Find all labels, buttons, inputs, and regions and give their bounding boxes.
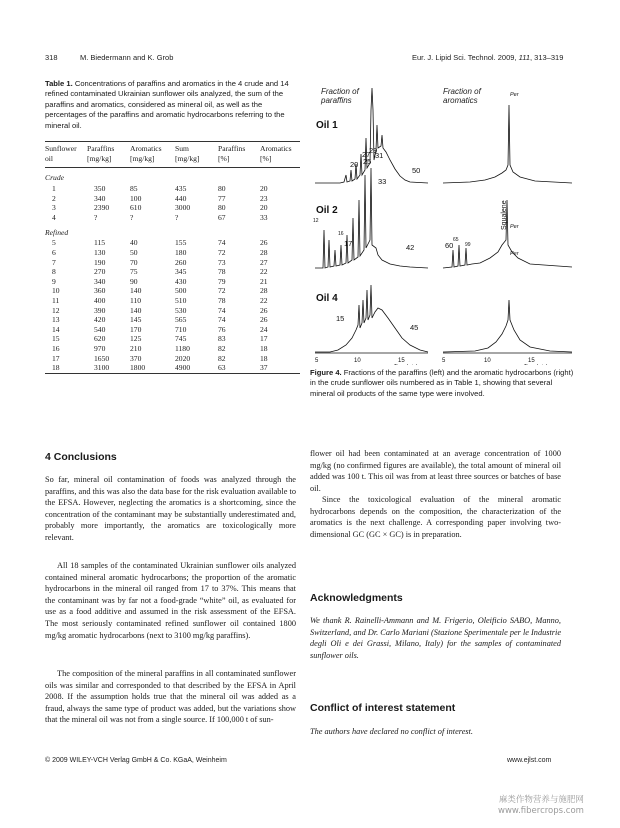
- group-label: Crude: [45, 173, 64, 183]
- left-panel-title-1: Fraction of: [321, 87, 359, 96]
- table-cell: 360: [94, 286, 106, 296]
- table-cell: 74: [218, 238, 226, 248]
- column-header-line-1: Aromatics: [260, 144, 292, 153]
- column-header-line-2: [%]: [218, 154, 230, 163]
- table-cell: 12: [52, 305, 60, 315]
- peak-label: 45: [410, 323, 419, 332]
- journal-volume: 111: [518, 53, 530, 62]
- per-label: Per: [510, 224, 519, 230]
- table-cell: 28: [260, 286, 268, 296]
- table-cell: 345: [175, 267, 187, 277]
- figure-caption-text: Fractions of the paraffins (left) and the aromatic hydrocarbons (right) in the crude sunflower oils numbered as in Table 1, showing that several mineral oil products of the same type were involved.: [310, 368, 574, 398]
- table-cell: 82: [218, 343, 226, 353]
- table-cell: 78: [218, 267, 226, 277]
- table-row: [45, 315, 300, 325]
- figure-caption: [310, 368, 576, 399]
- table-cell: 72: [218, 286, 226, 296]
- journal-citation: [412, 53, 563, 62]
- left-panel-title-2: paraffins: [321, 96, 352, 105]
- column-header-line-2: [mg/kg]: [175, 154, 200, 163]
- peak-label: 25: [363, 157, 372, 166]
- table-cell: 26: [260, 315, 268, 325]
- peak-label: 15: [336, 314, 345, 323]
- table-header: [45, 142, 300, 168]
- table-cell: 1800: [130, 363, 146, 373]
- column-header: [87, 142, 130, 168]
- journal-name: Eur. J. Lipid Sci. Technol. 2009,: [412, 53, 519, 62]
- table-cell: 40: [130, 238, 138, 248]
- table-cell: 10: [52, 286, 60, 296]
- column-header-line-1: Paraffins: [218, 144, 246, 153]
- table-cell: 83: [218, 334, 226, 344]
- tick-label: 10: [354, 358, 361, 364]
- table-cell: 100: [130, 193, 142, 203]
- table-cell: 37: [260, 363, 268, 373]
- table-cell: 20: [260, 203, 268, 213]
- table-cell: 435: [175, 184, 187, 193]
- table-cell: 540: [94, 324, 106, 334]
- table-cell: 80: [218, 203, 226, 213]
- table-cell: 7: [52, 257, 56, 267]
- table-cell: 16: [52, 343, 60, 353]
- table-caption: [45, 79, 300, 131]
- table-cell: 180: [175, 247, 187, 257]
- table-cell: ?: [94, 212, 98, 222]
- peak-label: 42: [406, 243, 415, 252]
- table-cell: 140: [130, 305, 142, 315]
- table-cell: 970: [94, 343, 106, 353]
- table-cell: 18: [52, 363, 60, 373]
- data-table: [45, 141, 300, 374]
- tick-label: 15: [398, 358, 405, 364]
- table-cell: 210: [130, 343, 142, 353]
- watermark-line-2: www.fibercrops.com: [498, 806, 584, 816]
- running-authors: M. Biedermann and K. Grob: [80, 53, 174, 62]
- column-header: [260, 142, 300, 168]
- peak-label: 17: [344, 239, 353, 248]
- tick-label: 5: [442, 358, 446, 364]
- table-cell: ?: [175, 212, 179, 222]
- table-cell: 21: [260, 276, 268, 286]
- group-label: Refined: [45, 227, 69, 237]
- table-row: [45, 334, 300, 344]
- table-cell: 170: [130, 324, 142, 334]
- table-cell: 82: [218, 353, 226, 363]
- per-label: Per: [510, 251, 519, 257]
- table-cell: 270: [94, 267, 106, 277]
- table-cell: 125: [130, 334, 142, 344]
- table-cell: 18: [260, 343, 268, 353]
- tick-label: 10: [484, 358, 491, 364]
- table-cell: 76: [218, 324, 226, 334]
- table-cell: 79: [218, 276, 226, 286]
- table-cell: 1180: [175, 343, 190, 353]
- oil2-label: Oil 2: [316, 205, 338, 216]
- table-row: [45, 238, 300, 248]
- table-cell: 50: [130, 247, 138, 257]
- table-cell: 17: [260, 334, 268, 344]
- table-cell: 745: [175, 334, 187, 344]
- table-cell: 430: [175, 276, 187, 286]
- table-cell: 610: [130, 203, 142, 213]
- tick-label: 15: [528, 358, 535, 364]
- table-cell: 2390: [94, 203, 110, 213]
- column-header-line-1: Aromatics: [130, 144, 162, 153]
- peak-label: 60: [445, 241, 454, 250]
- peak-label: 31: [375, 151, 384, 160]
- table-cell: 110: [130, 295, 142, 305]
- journal-pages: , 313–319: [530, 53, 564, 62]
- journal-url[interactable]: www.ejlst.com: [507, 757, 552, 764]
- column-header-line-1: Sunflower: [45, 144, 77, 153]
- table-caption-text: Concentrations of paraffins and aromatics in the 4 crude and 14 refined contaminated Ukrainian sunflower oils analyzed, the sum of the paraffins and aromatics, considered as mineral oil, as well as the percentages of the paraffins and aromatic hydrocarbons referring to the mineral oil.: [45, 79, 289, 130]
- table-cell: 1: [52, 184, 56, 193]
- table-cell: 63: [218, 363, 226, 373]
- table-cell: 85: [130, 184, 138, 193]
- time-axis-label: [524, 364, 548, 365]
- table-row: [45, 344, 300, 354]
- conclusions-paragraph-2: All 18 samples of the contaminated Ukrainian sunflower oils analyzed contained mineral aromatic hydrocarbons; the proportion of the aromatic hydrocarbons in the mineral oil ranged from 17 to 37%. This means that the contaminant was by far not a food-grade “white” oil, as evaluated for use as a food additive and assumed in the risk assessment of the EFSA. The most seriously contaminated refined sunflower oil contained 1800 mg/kg aromatic hydrocarbons (next to 3100 mg/kg paraffins).: [45, 561, 296, 640]
- peak-label: 99: [465, 242, 471, 248]
- watermark-line-1: 麻类作物营养与施肥网: [498, 795, 584, 805]
- table-cell: 67: [218, 212, 226, 222]
- column-header-line-2: oil: [45, 154, 54, 163]
- table-cell: 260: [175, 257, 187, 267]
- column-header: [175, 142, 218, 168]
- table-cell: 26: [260, 238, 268, 248]
- table-caption-label: Table 1.: [45, 79, 73, 88]
- table-cell: 28: [260, 247, 268, 257]
- time-axis-label: [394, 364, 418, 365]
- table-cell: 72: [218, 247, 226, 257]
- table-cell: 440: [175, 193, 187, 203]
- column-header: [45, 142, 87, 168]
- copyright: © 2009 WILEY-VCH Verlag GmbH & Co. KGaA, Weinheim: [45, 757, 227, 764]
- table-row: [45, 286, 300, 296]
- conflict-text: The authors have declared no conflict of interest.: [310, 727, 473, 736]
- table-row: [45, 213, 300, 223]
- table-cell: 510: [175, 295, 187, 305]
- conclusions-paragraph-1: So far, mineral oil contamination of foods was analyzed through the paraffins, and this was also the data base for the risk evaluation available to the EFSA. However, neglecting the aromatics is a shortcoming, since the concentration of the contaminant may be substantially underestimated and, probably more importantly, the aromatics are toxicologically more relevant.: [45, 475, 296, 542]
- table-cell: 14: [52, 324, 60, 334]
- table-cell: 18: [260, 353, 268, 363]
- page-number: 318: [45, 53, 58, 62]
- peak-label: 29: [369, 146, 378, 155]
- table-cell: 140: [130, 286, 142, 296]
- table-cell: ?: [130, 212, 134, 222]
- table-cell: 145: [130, 315, 142, 325]
- table-cell: 3000: [175, 203, 191, 213]
- table-cell: 3100: [94, 363, 110, 373]
- peak-label: 20: [350, 160, 359, 169]
- column-header: [218, 142, 260, 168]
- table-cell: 340: [94, 276, 106, 286]
- peak-label: 65: [453, 237, 459, 243]
- table-cell: 78: [218, 295, 226, 305]
- column-header-line-2: [%]: [260, 154, 272, 163]
- table-row: [45, 325, 300, 335]
- table-cell: 710: [175, 324, 187, 334]
- oil1-label: Oil 1: [316, 120, 338, 131]
- table-row: [45, 258, 300, 268]
- table-cell: 340: [94, 193, 106, 203]
- peak-label: 12: [313, 218, 319, 224]
- conclusions-paragraph-4: Since the toxicological evaluation of the mineral aromatic hydrocarbons depends on the composition, the characterization of the aromatics is the next challenge. A corresponding paper involving two-dimensional GC (GC × GC) is in preparation.: [310, 495, 561, 539]
- table-cell: 23: [260, 193, 268, 203]
- table-cell: 74: [218, 305, 226, 315]
- peak-label: 50: [412, 166, 421, 175]
- conclusions-paragraph-3-continued: flower oil had been contaminated at an average concentration of 1000 mg/kg (no confirmed figures are available), the total amount of mineral oil added was 100 t. This oil was from at least three sources or batches of base oil.: [310, 449, 561, 493]
- conclusions-heading: 4 Conclusions: [45, 451, 117, 463]
- table-cell: 420: [94, 315, 106, 325]
- table-row: [45, 354, 300, 364]
- table-row: [45, 248, 300, 258]
- conclusions-paragraph-3: The composition of the mineral paraffins in all contaminated sunflower oils was similar and corresponded to that described by the EFSA in April 2008. If the assumption holds true that the mineral oil was added as a fraud, always the same type of product was added, but the variations show that the mineral oil was not from a single source. If 100,000 t of sun-: [45, 669, 296, 725]
- table-cell: 500: [175, 286, 187, 296]
- right-panel-title-2: aromatics: [443, 96, 478, 105]
- table-row: [45, 306, 300, 316]
- table-cell: 15: [52, 334, 60, 344]
- table-cell: 190: [94, 257, 106, 267]
- table-cell: 530: [175, 305, 187, 315]
- table-cell: 77: [218, 193, 226, 203]
- column-header-line-2: [mg/kg]: [130, 154, 155, 163]
- acknowledgments-heading: Acknowledgments: [310, 592, 403, 604]
- table-cell: 4900: [175, 363, 191, 373]
- column-header-line-2: [mg/kg]: [87, 154, 112, 163]
- table-cell: 73: [218, 257, 226, 267]
- table-row: [45, 296, 300, 306]
- table-row: [45, 277, 300, 287]
- table-cell: 115: [94, 238, 106, 248]
- table-cell: 370: [130, 353, 142, 363]
- table-cell: 8: [52, 267, 56, 277]
- table-cell: 22: [260, 267, 268, 277]
- table-cell: 2: [52, 193, 56, 203]
- table-cell: 2020: [175, 353, 191, 363]
- group-row: [45, 222, 300, 238]
- table-cell: 4: [52, 212, 56, 222]
- column-header: [130, 142, 175, 168]
- table-cell: 22: [260, 295, 268, 305]
- table-cell: 5: [52, 238, 56, 248]
- table-row: [45, 194, 300, 204]
- table-cell: 33: [260, 212, 268, 222]
- chromatogram-figure: [310, 80, 580, 365]
- acknowledgments-text: We thank R. Rainelli-Ammann and M. Frigerio, Oleificio SABO, Manno, Switzerland, and Dr. Carlo Mariani (Stazione Sperimentale per le Industrie degli Oli e dei Grassi, Milano, Italy) for the samples of contaminated sunflower oils.: [310, 616, 561, 660]
- column-header-line-1: Paraffins: [87, 144, 115, 153]
- table-cell: 11: [52, 295, 60, 305]
- table-row: [45, 184, 300, 194]
- column-header-line-1: Sum: [175, 144, 189, 153]
- table-body-refined: [45, 222, 300, 373]
- table-cell: 13: [52, 315, 60, 325]
- table-cell: 90: [130, 276, 138, 286]
- table-cell: 20: [260, 184, 268, 193]
- table-cell: 70: [130, 257, 138, 267]
- peak-label: 27: [362, 150, 371, 159]
- table-cell: 3: [52, 203, 56, 213]
- peak-label: 16: [338, 231, 344, 237]
- table-row: [45, 267, 300, 277]
- per-label: Per: [510, 92, 519, 98]
- table-cell: 74: [218, 315, 226, 325]
- group-row: [45, 168, 300, 185]
- table-cell: 80: [218, 184, 226, 193]
- table-cell: 390: [94, 305, 106, 315]
- conflict-heading: Conflict of interest statement: [310, 702, 456, 714]
- table-body-crude: [45, 168, 300, 223]
- squalene-label: Squalene: [501, 200, 508, 230]
- peak-label: 33: [378, 177, 387, 186]
- table-cell: 17: [52, 353, 60, 363]
- table-cell: 130: [94, 247, 106, 257]
- table-cell: 75: [130, 267, 138, 277]
- table-cell: 24: [260, 324, 268, 334]
- table-cell: 9: [52, 276, 56, 286]
- table-row: [45, 363, 300, 373]
- watermark: [498, 795, 584, 817]
- tick-label: 5: [315, 358, 319, 364]
- table-row: [45, 203, 300, 213]
- table-cell: 620: [94, 334, 106, 344]
- table-cell: 26: [260, 305, 268, 315]
- table-cell: 400: [94, 295, 106, 305]
- oil4-label: Oil 4: [316, 293, 338, 304]
- table-cell: 27: [260, 257, 268, 267]
- right-panel-title-1: Fraction of: [443, 87, 481, 96]
- table-cell: 155: [175, 238, 187, 248]
- table-cell: 6: [52, 247, 56, 257]
- figure-caption-label: Figure 4.: [310, 368, 342, 377]
- table-cell: 1650: [94, 353, 110, 363]
- table-cell: 565: [175, 315, 187, 325]
- table-cell: 350: [94, 184, 106, 193]
